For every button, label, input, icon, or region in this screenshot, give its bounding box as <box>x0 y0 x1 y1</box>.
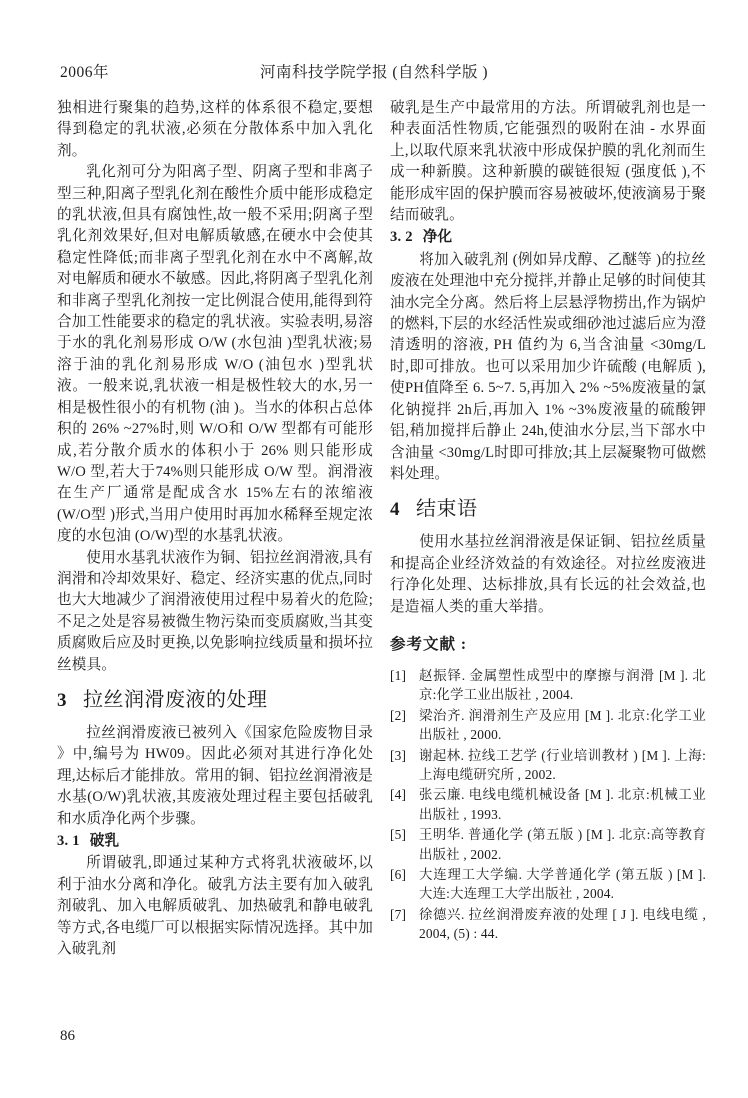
reference-list <box>390 666 706 944</box>
reference-marker: [7] <box>390 906 407 922</box>
reference-marker: [2] <box>390 707 407 723</box>
reference-item <box>390 785 706 824</box>
paragraph-hazardous-waste: 拉丝润滑废液已被列入《国家危险废物目录 》中,编号为 HW09。因此必须对其进行净化处理,达标后才能排放。常用的铜、铝拉丝润滑液是水基(O/W)乳状液,其废液处理过程主要包括破乳和水质净化两个步骤。 <box>57 724 373 827</box>
subsection-number: 3. 2 <box>390 229 413 246</box>
section-heading-3 <box>57 687 373 714</box>
reference-item <box>390 706 706 745</box>
subsection-heading-3-2 <box>390 227 706 248</box>
running-head-year: 2006年 <box>60 64 110 81</box>
references-heading: 参考文献 : <box>390 635 468 653</box>
reference-text: 谢起林. 拉线工艺学 (行业培训教材 ) [M ]. 上海:上海电缆研究所 , 2002. <box>419 747 706 782</box>
section-number: 4 <box>390 499 400 521</box>
reference-item <box>390 666 706 705</box>
reference-marker: [1] <box>390 667 407 683</box>
section-heading-4 <box>390 496 706 523</box>
paragraph-continuation: 独相进行聚集的趋势,这样的体系很不稳定,要想得到稳定的乳状液,必须在分散体系中加入乳化剂。 <box>57 100 373 159</box>
subsection-title: 破乳 <box>89 833 120 849</box>
reference-text: 大连理工大学编. 大学普通化学 (第五版 ) [M ]. 大连:大连理工大学出版社 , 2004. <box>419 867 706 902</box>
reference-item <box>390 825 706 864</box>
reference-text: 王明华. 普通化学 (第五版 ) [M ]. 北京:高等教育出版社 , 2002. <box>419 827 706 862</box>
reference-marker: [5] <box>390 827 407 843</box>
section-title: 拉丝润滑废液的处理 <box>83 688 268 711</box>
paragraph-conclusion: 使用水基拉丝润滑液是保证铜、铝拉丝质量和提高企业经济效益的有效途径。对拉丝废液进行净化处理、达标排放,具有长远的社会效益,也是造福人类的重大举措。 <box>390 534 706 615</box>
reference-marker: [4] <box>390 787 407 803</box>
subsection-number: 3. 1 <box>57 833 80 849</box>
reference-text: 张云廉. 电线电缆机械设备 [M ]. 北京:机械工业出版社 , 1993. <box>419 787 706 822</box>
paragraph-purification-process: 将加入破乳剂 (例如异戊醇、乙醚等 )的拉丝废液在处理池中充分搅拌,并静止足够的时间使其油水完全分离。然后将上层悬浮物捞出,作为锅炉的燃料,下层的水经活性炭或细砂池过滤后应为澄清透明的溶液, PH 值约为 6,当含油量 <30mg/L时,即可排放。也可以采用加少许硫酸 (电解质 ),使PH值降至 6. 5~7. 5,再加入 2% ~5%废液量的氯化钠搅拌 2h后,再加入 1% ~3%废液量的硫酸钾铝,稍加搅拌后静止 24h,使油水分层,当下部水中含油量 <30mg/L时即可排放;其上层凝聚物可做燃料处理。 <box>390 251 706 482</box>
section-number: 3 <box>57 689 67 711</box>
page-number: 86 <box>60 1028 75 1044</box>
paragraph-demulsification: 所谓破乳,即通过某种方式将乳状液破坏,以利于油水分离和净化。破乳方法主要有加入破乳剂破乳、加入电解质破乳、加热破乳和静电破乳等方式,各电缆厂可以根据实际情况选择。其中加入破乳剂 <box>57 855 373 958</box>
paragraph-demulsifier-mechanism: 破乳是生产中最常用的方法。所谓破乳剂也是一种表面活性物质,它能强烈的吸附在油 - 水界面上,以取代原来乳状液中形成保护膜的乳化剂而生成一种新膜。这种新膜的碳链很短 (强度低 ),不能形成牢固的保护膜而容易被破坏,使液滴易于聚结而破乳。 <box>390 100 706 224</box>
reference-item <box>390 905 706 944</box>
reference-text: 梁治齐. 润滑剂生产及应用 [M ]. 北京:化学工业出版社 , 2000. <box>419 707 706 743</box>
reference-marker: [3] <box>390 747 407 763</box>
right-column <box>390 98 706 960</box>
section-title: 结束语 <box>416 498 478 521</box>
subsection-title: 净化 <box>422 229 453 246</box>
reference-item <box>390 746 706 785</box>
two-column-body <box>57 98 707 960</box>
reference-marker: [6] <box>390 867 407 882</box>
paragraph-emulsifier-types: 乳化剂可分为阳离子型、阴离子型和非离子型三种,阳离子型乳化剂在酸性介质中能形成稳定的乳状液,但具有腐蚀性,故一般不采用;阴离子型乳化剂效果好,但对电解质敏感,在硬水中会使其稳定性降低;而非离子型乳化剂在水中不离解,故对电解质和硬水不敏感。因此,将阴离子型乳化剂和非离子型乳化剂按一定比例混合使用,能得到符合加工性能要求的稳定的乳状液。实验表明,易溶于水的乳化剂易形成 O/W (水包油 )型乳状液;易溶于油的乳化剂易形成 W/O (油包水 )型乳状液。一般来说,乳状液一相是极性较大的水,另一相是极性很小的有机物 (油 )。当水的体积占总体积的 26% ~27%时,则 W/O和 O/W 型都有可能形成,若分散介质水的体积小于 26% 则只能形成 W/O 型,若大于74%则只能形成 O/W 型。润滑液在生产厂通常是配成含水 15%左右的浓缩液 (W/O型 )形式,当用户使用时再加水稀释至规定浓度的水包油 (O/W)型的水基乳状液。 <box>57 164 373 545</box>
left-column <box>57 98 373 960</box>
reference-text: 徐德兴. 拉丝润滑废弃液的处理 [ J ]. 电线电缆 , 2004, (5) : 44. <box>419 906 706 942</box>
reference-item <box>390 865 706 904</box>
running-head-journal-title: 河南科技学院学报 (自然科学版 ) <box>259 64 489 81</box>
paragraph-waterbased-advantages: 使用水基乳状液作为铜、铝拉丝润滑液,具有润滑和冷却效果好、稳定、经济实惠的优点,同时也大大地减少了润滑液使用过程中易着火的危险;不足之处是容易被微生物污染而变质腐败,当其变质腐败后应及时更换,以免影响拉线质量和损坏拉丝模具。 <box>57 549 373 673</box>
subsection-heading-3-1 <box>57 831 373 852</box>
reference-text: 赵振铎. 金属塑性成型中的摩擦与润滑 [M ]. 北京:化学工业出版社 , 2004. <box>419 667 706 703</box>
